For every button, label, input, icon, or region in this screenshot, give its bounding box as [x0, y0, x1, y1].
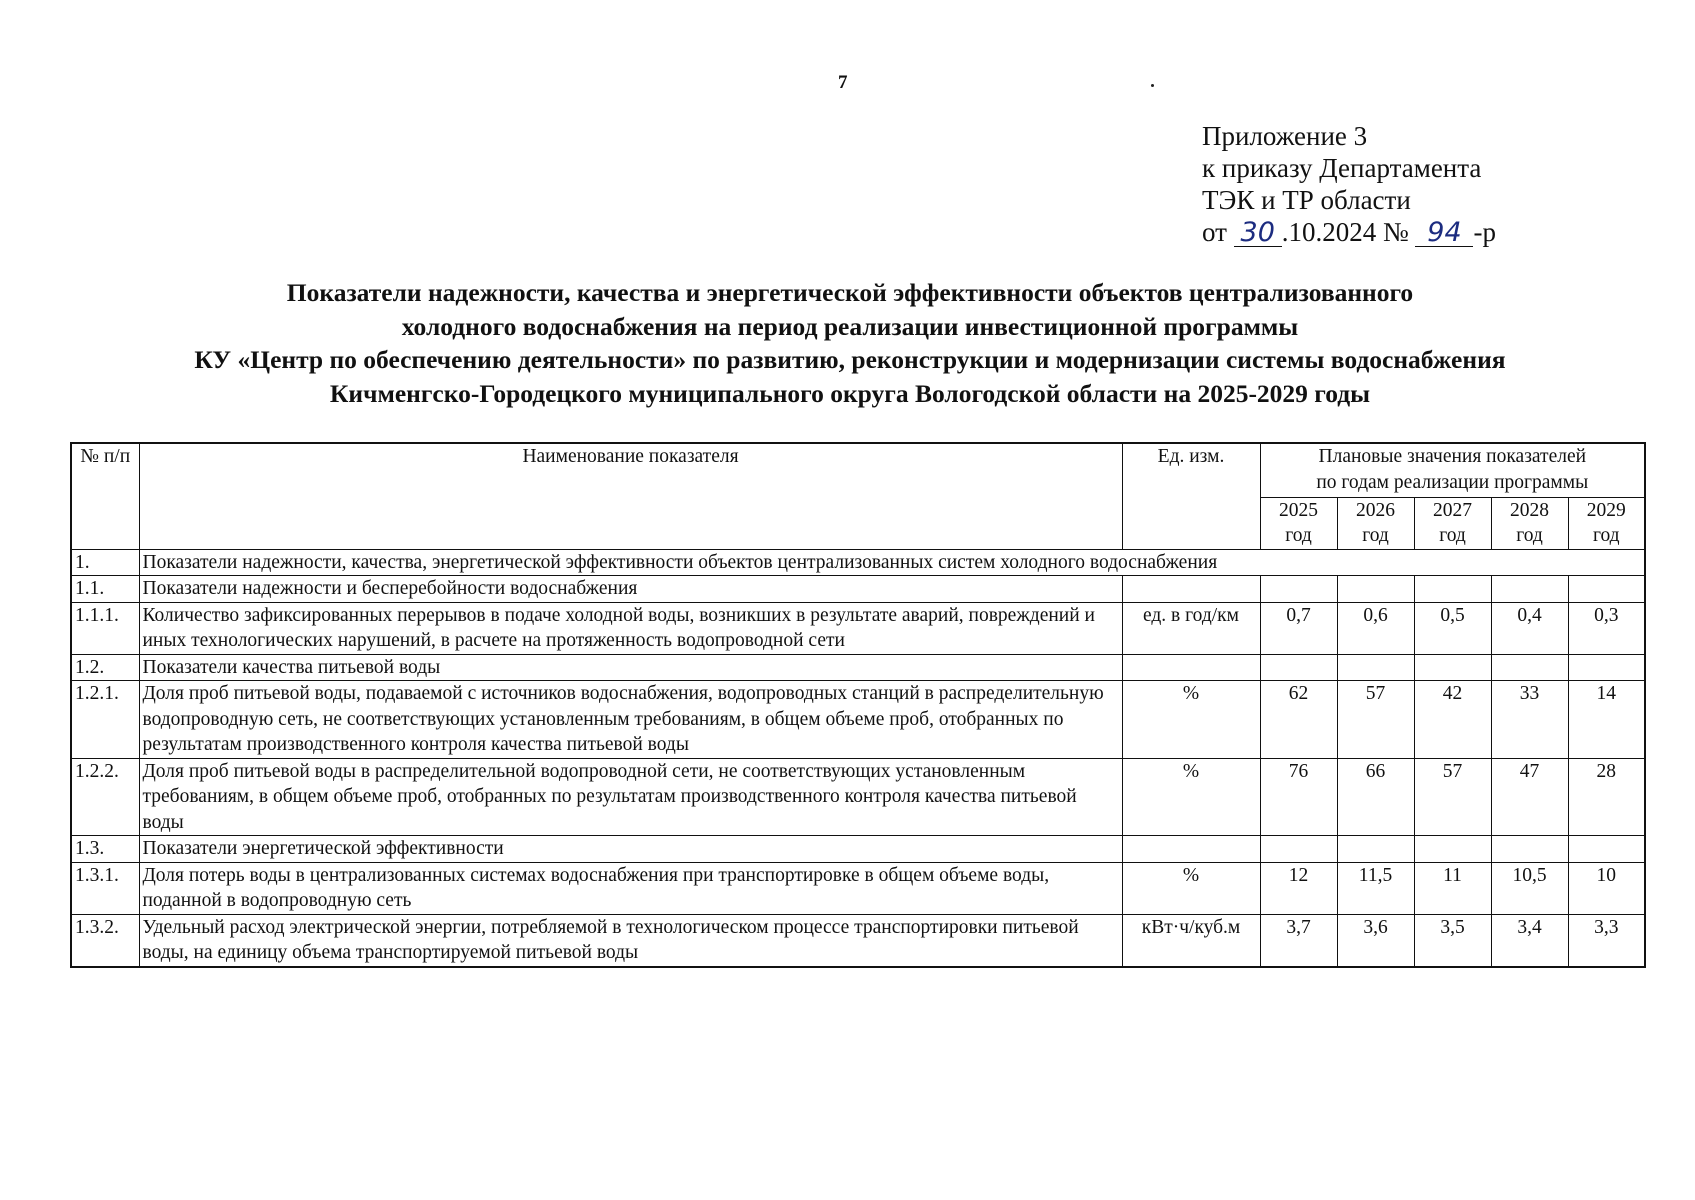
date-rest: .10.2024 №	[1281, 217, 1409, 247]
value-2025	[1260, 654, 1337, 681]
table-row	[71, 758, 1645, 836]
value-2027	[1414, 654, 1491, 681]
row-unit: %	[1122, 862, 1260, 914]
value-2027: 0,5	[1414, 602, 1491, 654]
scan-speck	[1151, 84, 1154, 87]
table-row	[71, 654, 1645, 681]
header-plan-line-2: по годам реализации программы	[1316, 471, 1589, 493]
title-line-1: Показатели надежности, качества и энергетической эффективности объектов централизованного	[286, 278, 1414, 307]
row-name: Показатели качества питьевой воды	[139, 654, 1122, 681]
row-name: Доля проб питьевой воды в распределительной водопроводной сети, не соответствующих установленным требованиям, в общем объеме проб, отобранных по результатам производственного контроля качества питьевой воды	[139, 758, 1122, 836]
row-unit	[1122, 576, 1260, 603]
row-num: 1.2.1.	[71, 681, 139, 759]
year-label: год	[1516, 525, 1543, 546]
header-name: Наименование показателя	[139, 443, 1122, 549]
value-2025: 76	[1260, 758, 1337, 836]
value-2025: 0,7	[1260, 602, 1337, 654]
value-2025	[1260, 576, 1337, 603]
value-2028: 47	[1491, 758, 1568, 836]
appendix-line-3: ТЭК и ТР области	[1202, 185, 1411, 215]
year-number: 2029	[1586, 499, 1626, 521]
row-unit: %	[1122, 758, 1260, 836]
value-2027	[1414, 576, 1491, 603]
title-line-2: холодного водоснабжения на период реализации инвестиционной программы	[401, 311, 1299, 341]
value-2027: 3,5	[1414, 914, 1491, 967]
value-2028: 0,4	[1491, 602, 1568, 654]
value-2029	[1568, 836, 1645, 863]
value-2026: 66	[1337, 758, 1414, 836]
row-name: Количество зафиксированных перерывов в подаче холодной воды, возникших в результате аварий, повреждений и иных технологических нарушений, в расчете на протяженность водопроводной сети	[139, 602, 1122, 654]
handwritten-doc-number: 94	[1415, 220, 1473, 247]
value-2029: 10	[1568, 862, 1645, 914]
row-num: 1.3.1.	[71, 862, 139, 914]
value-2029: 28	[1568, 758, 1645, 836]
table-row	[71, 836, 1645, 863]
row-num: 1.1.1.	[71, 602, 139, 654]
value-2026: 0,6	[1337, 602, 1414, 654]
appendix-block	[1202, 120, 1496, 248]
header-year-2029	[1568, 497, 1645, 549]
table-row	[71, 602, 1645, 654]
doc-suffix: -р	[1473, 217, 1496, 247]
row-name: Доля проб питьевой воды, подаваемой с источников водоснабжения, водопроводных станций в распределительную водопроводную сеть, не соответствующих установленным требованиям, в общем объеме проб, отобранных по результатам производственного контроля качества питьевой воды	[139, 681, 1122, 759]
header-unit: Ед. изм.	[1122, 443, 1260, 549]
year-number: 2025	[1279, 499, 1318, 521]
section-title: Показатели надежности, качества, энергетической эффективности объектов централизованных систем холодного водоснабжения	[139, 549, 1645, 576]
year-number: 2026	[1356, 499, 1395, 521]
value-2029	[1568, 654, 1645, 681]
header-plan	[1260, 443, 1645, 497]
value-2026	[1337, 836, 1414, 863]
header-year-2027	[1414, 497, 1491, 549]
year-label: год	[1362, 525, 1389, 546]
value-2029: 0,3	[1568, 602, 1645, 654]
value-2027: 42	[1414, 681, 1491, 759]
value-2027	[1414, 836, 1491, 863]
value-2026: 3,6	[1337, 914, 1414, 967]
header-year-2026	[1337, 497, 1414, 549]
row-unit: ед. в год/км	[1122, 602, 1260, 654]
value-2028: 3,4	[1491, 914, 1568, 967]
value-2026	[1337, 654, 1414, 681]
indicators-table	[70, 442, 1646, 968]
document-title	[60, 276, 1640, 410]
year-number: 2027	[1433, 499, 1472, 521]
row-num: 1.2.	[71, 654, 139, 681]
value-2028	[1491, 576, 1568, 603]
value-2026: 57	[1337, 681, 1414, 759]
handwritten-day: 30	[1234, 220, 1282, 247]
table-row	[71, 576, 1645, 603]
row-unit: %	[1122, 681, 1260, 759]
table-row	[71, 862, 1645, 914]
value-2028: 33	[1491, 681, 1568, 759]
header-year-2028	[1491, 497, 1568, 549]
table-row	[71, 681, 1645, 759]
header-num: № п/п	[71, 443, 139, 549]
value-2029: 3,3	[1568, 914, 1645, 967]
row-unit: кВт·ч/куб.м	[1122, 914, 1260, 967]
value-2027: 11	[1414, 862, 1491, 914]
table-row	[71, 914, 1645, 967]
year-number: 2028	[1510, 499, 1549, 521]
header-year-2025	[1260, 497, 1337, 549]
row-name: Доля потерь воды в централизованных системах водоснабжения при транспортировке в общем объеме воды, поданной в водопроводную сеть	[139, 862, 1122, 914]
value-2025: 3,7	[1260, 914, 1337, 967]
year-label: год	[1285, 525, 1312, 546]
page-number: 7	[838, 72, 848, 93]
value-2028: 10,5	[1491, 862, 1568, 914]
value-2029	[1568, 576, 1645, 603]
row-num: 1.3.2.	[71, 914, 139, 967]
year-label: год	[1439, 525, 1466, 546]
row-name: Показатели энергетической эффективности	[139, 836, 1122, 863]
value-2025: 12	[1260, 862, 1337, 914]
value-2026	[1337, 576, 1414, 603]
appendix-line-2: к приказу Департамента	[1202, 153, 1482, 183]
value-2025	[1260, 836, 1337, 863]
appendix-date-line	[1202, 216, 1496, 248]
value-2028	[1491, 654, 1568, 681]
value-2027: 57	[1414, 758, 1491, 836]
value-2026: 11,5	[1337, 862, 1414, 914]
date-prefix: от	[1202, 217, 1227, 247]
row-num: 1.2.2.	[71, 758, 139, 836]
row-unit	[1122, 654, 1260, 681]
row-name: Показатели надежности и бесперебойности водоснабжения	[139, 576, 1122, 603]
row-unit	[1122, 836, 1260, 863]
year-label: год	[1592, 525, 1620, 546]
title-line-3: КУ «Центр по обеспечению деятельности» по развитию, реконструкции и модернизации системы водоснабжения	[194, 345, 1506, 374]
value-2025: 62	[1260, 681, 1337, 759]
row-name: Удельный расход электрической энергии, потребляемой в технологическом процессе транспортировки питьевой воды, на единицу объема транспортируемой питьевой воды	[139, 914, 1122, 967]
row-num: 1.1.	[71, 576, 139, 603]
row-num: 1.	[71, 549, 139, 576]
title-line-4: Кичменгско-Городецкого муниципального округа Вологодской области на 2025-2029 годы	[329, 378, 1371, 408]
value-2029: 14	[1568, 681, 1645, 759]
appendix-line-1: Приложение 3	[1202, 121, 1368, 151]
value-2028	[1491, 836, 1568, 863]
table-row	[71, 549, 1645, 576]
header-plan-line-1: Плановые значения показателей	[1318, 446, 1587, 467]
row-num: 1.3.	[71, 836, 139, 863]
